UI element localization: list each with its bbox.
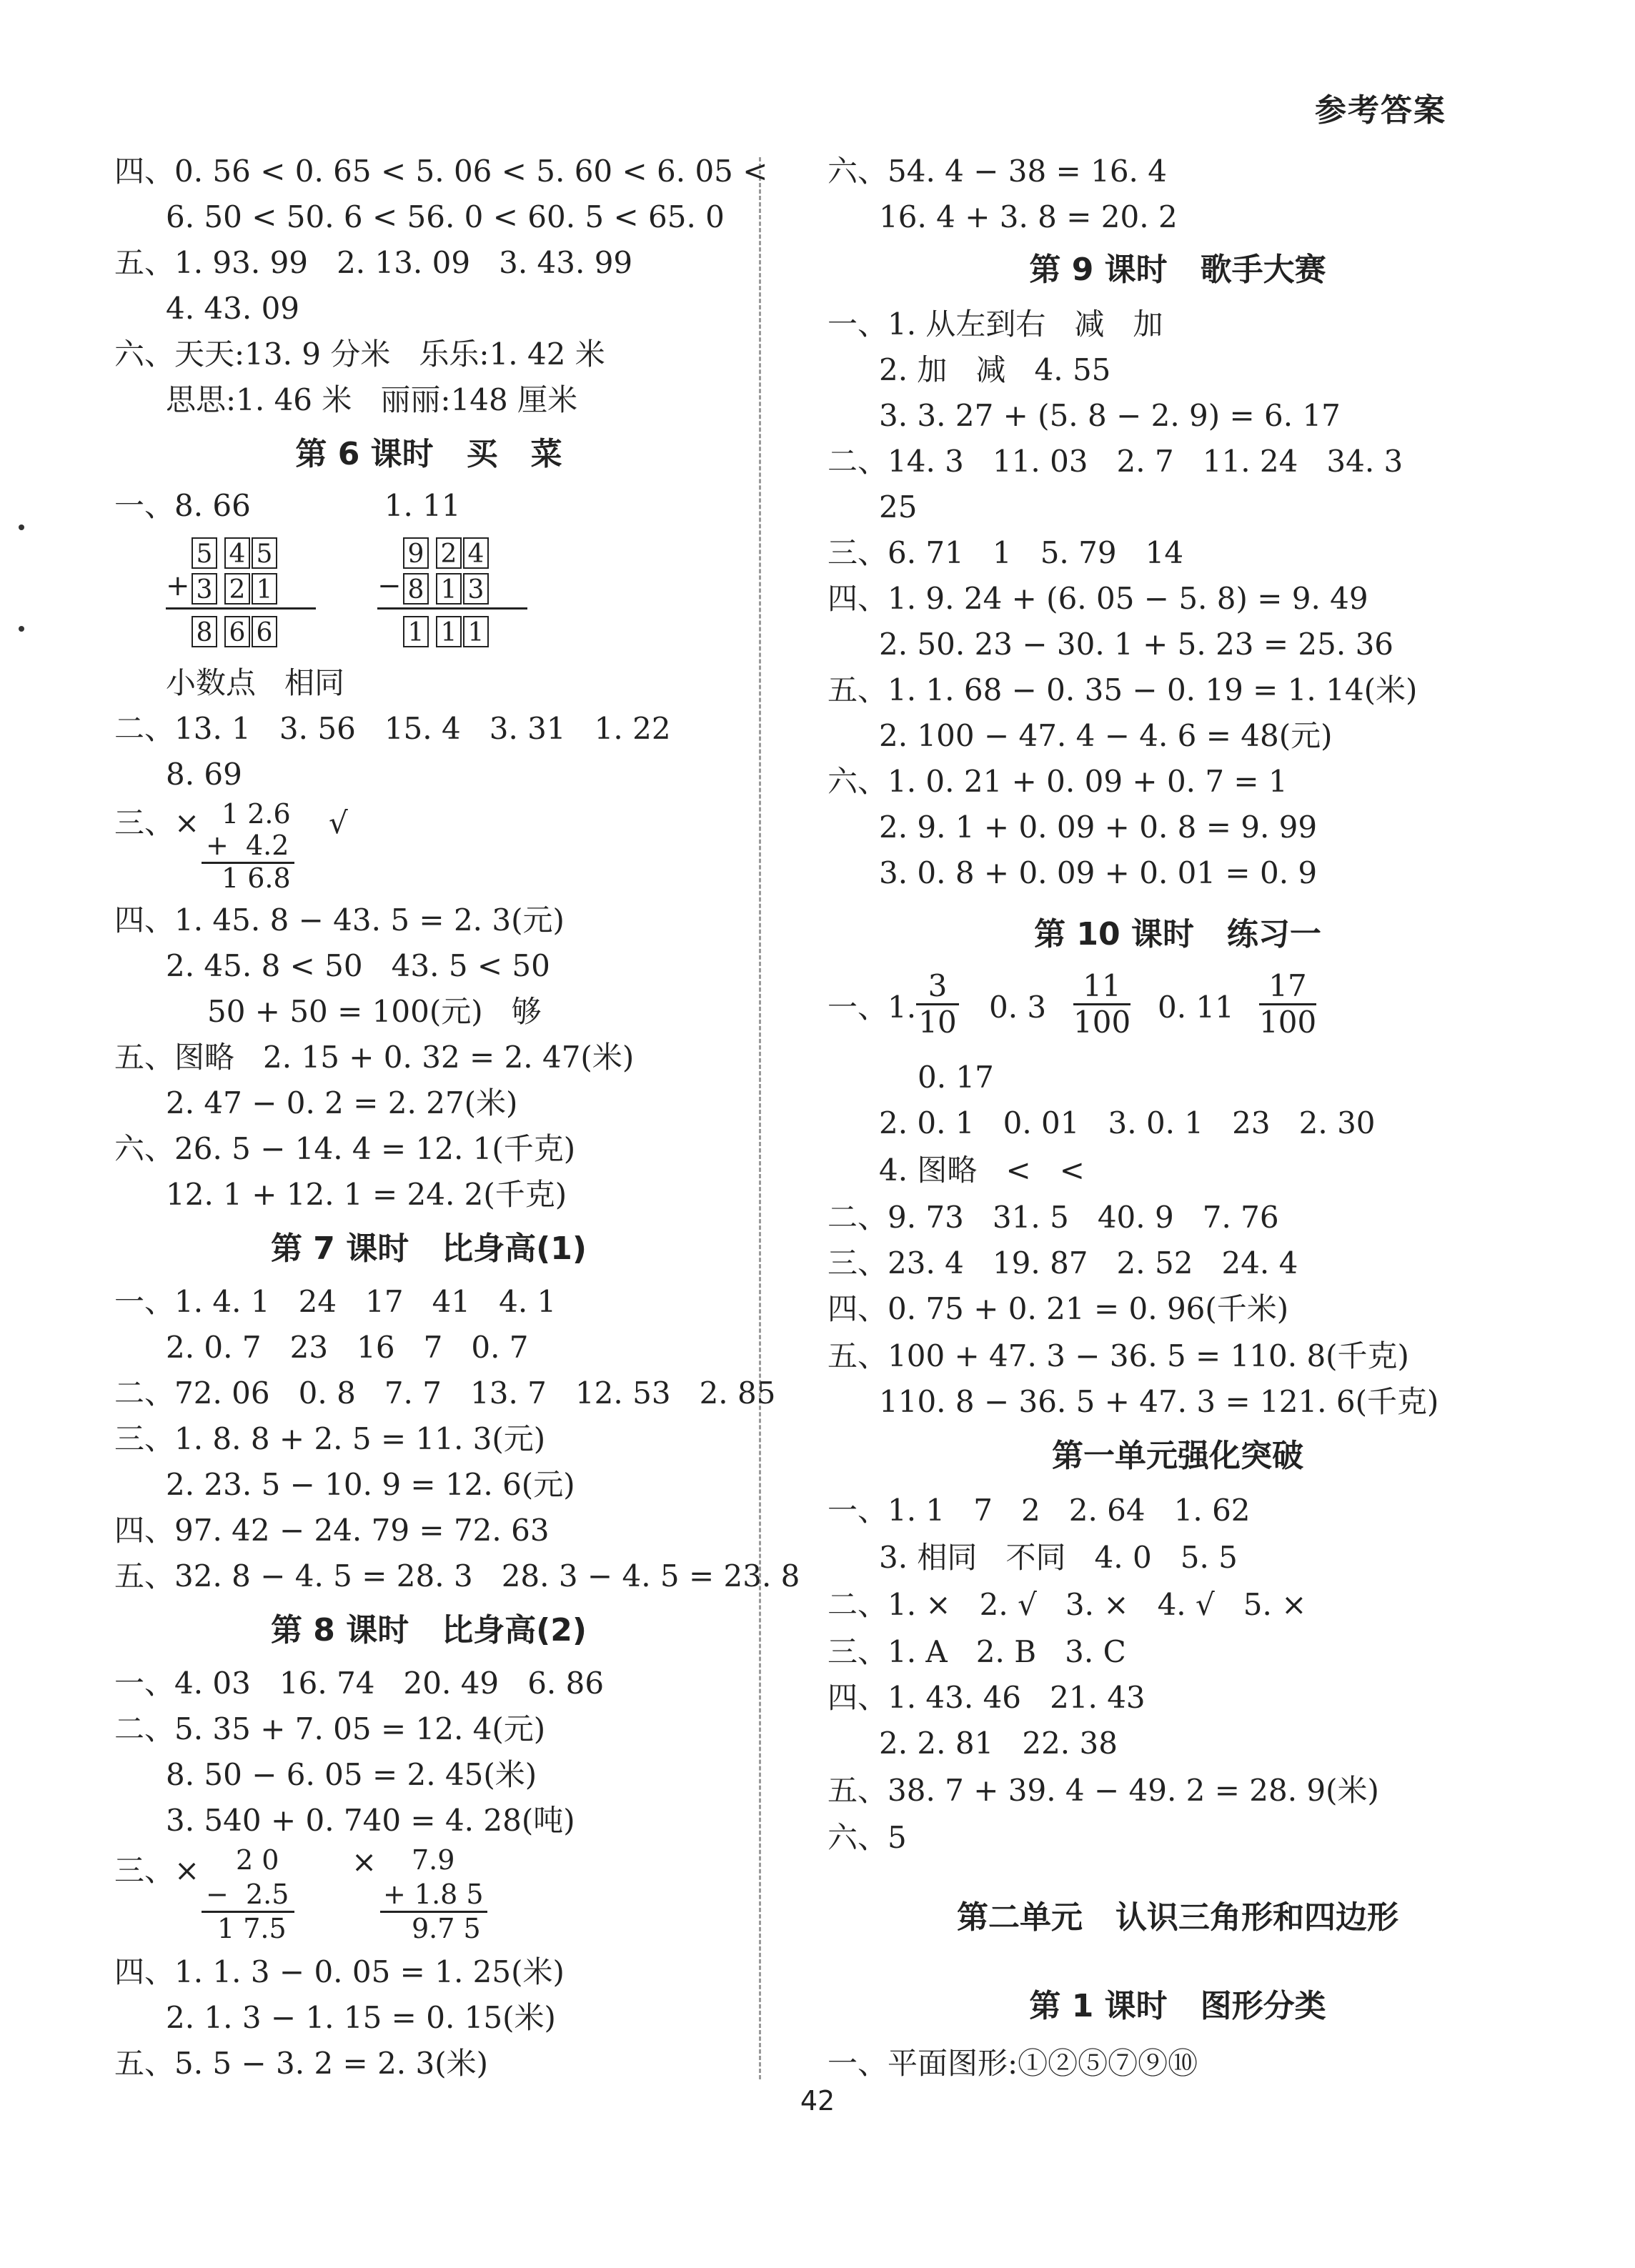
digit-box: 8 [192,616,217,647]
digit-box: 1 [403,616,429,647]
digit-box: 6 [252,616,277,647]
digit-box: 6 [224,616,250,647]
header-title: 参考答案 [1315,92,1446,129]
answer-line: 12. 1 + 12. 1 = 24. 2(千克) [166,1177,567,1212]
page-number: 42 [800,2085,835,2117]
answer-line: 50 + 50 = 100(元) 够 [207,994,542,1029]
digit-box: 8 [403,573,429,605]
lesson-title: 第 7 课时 比身高(1) [270,1230,587,1267]
answer-line: 2. 50. 23 − 30. 1 + 5. 23 = 25. 36 [879,627,1394,662]
answer-line: 五、图略 2. 15 + 0. 32 = 2. 47(米) [114,1040,635,1075]
digit-box: 4 [463,537,489,569]
answer-line: 二、1. × 2. √ 3. × 4. √ 5. × [828,1587,1307,1622]
vertical-calc: 1 7.5 [217,1913,287,1944]
answer-line: 2. 0. 7 23 16 7 0. 7 [166,1330,529,1365]
fraction [916,969,959,1040]
answer-line: 二、72. 06 0. 8 7. 7 13. 7 12. 53 2. 85 [114,1376,776,1411]
answer-line: × [352,1844,377,1879]
digit-box: 5 [252,537,277,569]
answer-line: 3. 相同 不同 4. 0 5. 5 [879,1540,1238,1575]
answer-line: 三、× [114,805,200,840]
vertical-calc: 9.7 5 [412,1913,481,1944]
digit-box: 1 [436,573,462,605]
column-divider [759,157,761,2079]
answer-line: 五、32. 8 − 4. 5 = 28. 3 28. 3 − 4. 5 = 23. 8 [114,1558,800,1593]
answer-line: 四、1. 45. 8 − 43. 5 = 2. 3(元) [114,902,565,937]
unit-title: 第二单元 认识三角形和四边形 [957,1899,1398,1936]
answer-line: 二、13. 1 3. 56 15. 4 3. 31 1. 22 [114,711,671,746]
vertical-calc: 7.9 [412,1844,455,1876]
answer-line: 小数点 相同 [166,665,345,700]
answer-line: 2. 23. 5 − 10. 9 = 12. 6(元) [166,1467,575,1502]
digit-box: 3 [192,573,217,605]
answer-line: 一、平面图形:①②⑤⑦⑨⑩ [828,2046,1198,2081]
answer-line: 110. 8 − 36. 5 + 47. 3 = 121. 6(千克) [879,1384,1439,1419]
answer-line: 2. 45. 8 < 50 43. 5 < 50 [166,948,550,983]
operator: + [166,570,190,602]
digit-box: 5 [192,537,217,569]
vertical-calc: + 4.2 [206,830,289,861]
answer-line: 4. 图略 < < [879,1153,1085,1188]
margin-dot [19,524,24,530]
answer-line: 一、1. 4. 1 24 17 41 4. 1 [114,1284,557,1319]
answer-line: 二、5. 35 + 7. 05 = 12. 4(元) [114,1711,546,1746]
answer-line: 2. 2. 81 22. 38 [879,1726,1118,1761]
numerator: 3 [916,969,959,1005]
answer-line: 2. 47 − 0. 2 = 2. 27(米) [166,1085,518,1120]
answer-line: 四、1. 1. 3 − 0. 05 = 1. 25(米) [114,1954,565,1989]
answer-line: 五、38. 7 + 39. 4 − 49. 2 = 28. 9(米) [828,1773,1379,1808]
answer-line: 二、14. 3 11. 03 2. 7 11. 24 34. 3 [828,444,1403,479]
answer-line: 六、天天:13. 9 分米 乐乐:1. 42 米 [114,337,605,372]
answer-line: 一、1. 从左到右 减 加 [828,307,1163,342]
answer-line: 二、9. 73 31. 5 40. 9 7. 76 [828,1200,1279,1235]
answer-line: 思思:1. 46 米 丽丽:148 厘米 [166,382,578,417]
denominator: 100 [1073,1005,1131,1040]
answer-line: 2. 加 减 4. 55 [879,352,1111,387]
answer-line: 3. 3. 27 + (5. 8 − 2. 9) = 6. 17 [879,398,1341,433]
digit-box: 1 [463,616,489,647]
answer-line: √ [329,805,348,840]
digit-box: 1 [436,616,462,647]
answer-line: 0. 17 [918,1060,994,1095]
digit-box: 4 [224,537,250,569]
answer-line: 三、6. 71 1 5. 79 14 [828,535,1184,570]
denominator: 10 [918,1005,957,1040]
answer-line: 三、× [114,1853,200,1888]
answer-line: 六、1. 0. 21 + 0. 09 + 0. 7 = 1 [828,764,1288,799]
answer-line: 三、1. A 2. B 3. C [828,1634,1126,1669]
lesson-title: 第 8 课时 比身高(2) [270,1612,587,1648]
answer-line: 一、8. 66 1. 11 [114,488,461,523]
numerator: 17 [1259,969,1316,1005]
answer-line: 25 [879,489,918,524]
answer-line: 8. 69 [166,757,242,792]
answer-line: 4. 43. 09 [166,291,300,326]
answer-line: 三、23. 4 19. 87 2. 52 24. 4 [828,1245,1298,1280]
digit-box: 3 [463,573,489,605]
answer-line: 四、1. 43. 46 21. 43 [828,1680,1146,1715]
answer-line: 0. 3 [989,990,1047,1025]
lesson-title: 第 6 课时 买 菜 [295,436,562,472]
digit-box: 9 [403,537,429,569]
answer-line: 8. 50 − 6. 05 = 2. 45(米) [166,1757,537,1792]
answer-line: 五、1. 1. 68 − 0. 35 − 0. 19 = 1. 14(米) [828,672,1418,707]
unit-title: 第一单元强化突破 [1052,1438,1303,1474]
answer-line: 3. 540 + 0. 740 = 4. 28(吨) [166,1803,575,1838]
lesson-title: 第 10 课时 练习一 [1034,916,1321,953]
answer-line: 6. 50 < 50. 6 < 56. 0 < 60. 5 < 65. 0 [166,199,725,234]
answer-line: 2. 1. 3 − 1. 15 = 0. 15(米) [166,2000,556,2035]
answer-line: 一、4. 03 16. 74 20. 49 6. 86 [114,1666,605,1701]
answer-line: 四、97. 42 − 24. 79 = 72. 63 [114,1513,550,1548]
answer-line: 四、0. 75 + 0. 21 = 0. 96(千米) [828,1291,1289,1326]
answer-line: 五、100 + 47. 3 − 36. 5 = 110. 8(千克) [828,1338,1409,1373]
lesson-title: 第 9 课时 歌手大赛 [1029,252,1326,288]
vertical-calc: + 1.8 5 [383,1879,484,1910]
vertical-calc: − 2.5 [206,1879,289,1910]
answer-line: 16. 4 + 3. 8 = 20. 2 [879,199,1178,234]
answer-line: 四、1. 9. 24 + (6. 05 − 5. 8) = 9. 49 [828,581,1368,616]
fraction [1259,969,1316,1040]
answer-line: 3. 0. 8 + 0. 09 + 0. 01 = 0. 9 [879,855,1318,890]
vertical-calc: 1 2.6 [222,798,291,830]
digit-box: 2 [224,573,250,605]
numerator: 11 [1073,969,1130,1005]
answer-line: 六、26. 5 − 14. 4 = 12. 1(千克) [114,1131,576,1166]
sum-line [166,607,316,610]
lesson-title: 第 1 课时 图形分类 [1029,1988,1326,2024]
fraction [1073,969,1130,1040]
digit-box: 2 [436,537,462,569]
answer-line: 2. 0. 1 0. 01 3. 0. 1 23 2. 30 [879,1105,1376,1140]
vertical-calc: 2 0 [236,1844,279,1876]
answer-line: 一、1. 1 7 2 2. 64 1. 62 [828,1493,1251,1528]
margin-dot [19,626,24,632]
answer-line: 0. 11 [1158,990,1234,1025]
answer-line: 六、5 [828,1820,907,1855]
answer-line: 三、1. 8. 8 + 2. 5 = 11. 3(元) [114,1421,546,1456]
answer-line: 四、0. 56 < 0. 65 < 5. 06 < 5. 60 < 6. 05 < [114,154,768,189]
vertical-calc: 1 6.8 [222,862,291,894]
denominator: 100 [1259,1005,1317,1040]
answer-line: 五、5. 5 − 3. 2 = 2. 3(米) [114,2046,488,2081]
digit-box: 1 [252,573,277,605]
answer-line: 2. 100 − 47. 4 − 4. 6 = 48(元) [879,718,1333,753]
answer-line: 2. 9. 1 + 0. 09 + 0. 8 = 9. 99 [879,810,1318,845]
answer-line: 五、1. 93. 99 2. 13. 09 3. 43. 99 [114,245,633,280]
difference-line [377,607,527,610]
operator: − [377,570,402,602]
answer-line: 六、54. 4 − 38 = 16. 4 [828,154,1167,189]
answer-line: 一、1. [828,990,917,1025]
